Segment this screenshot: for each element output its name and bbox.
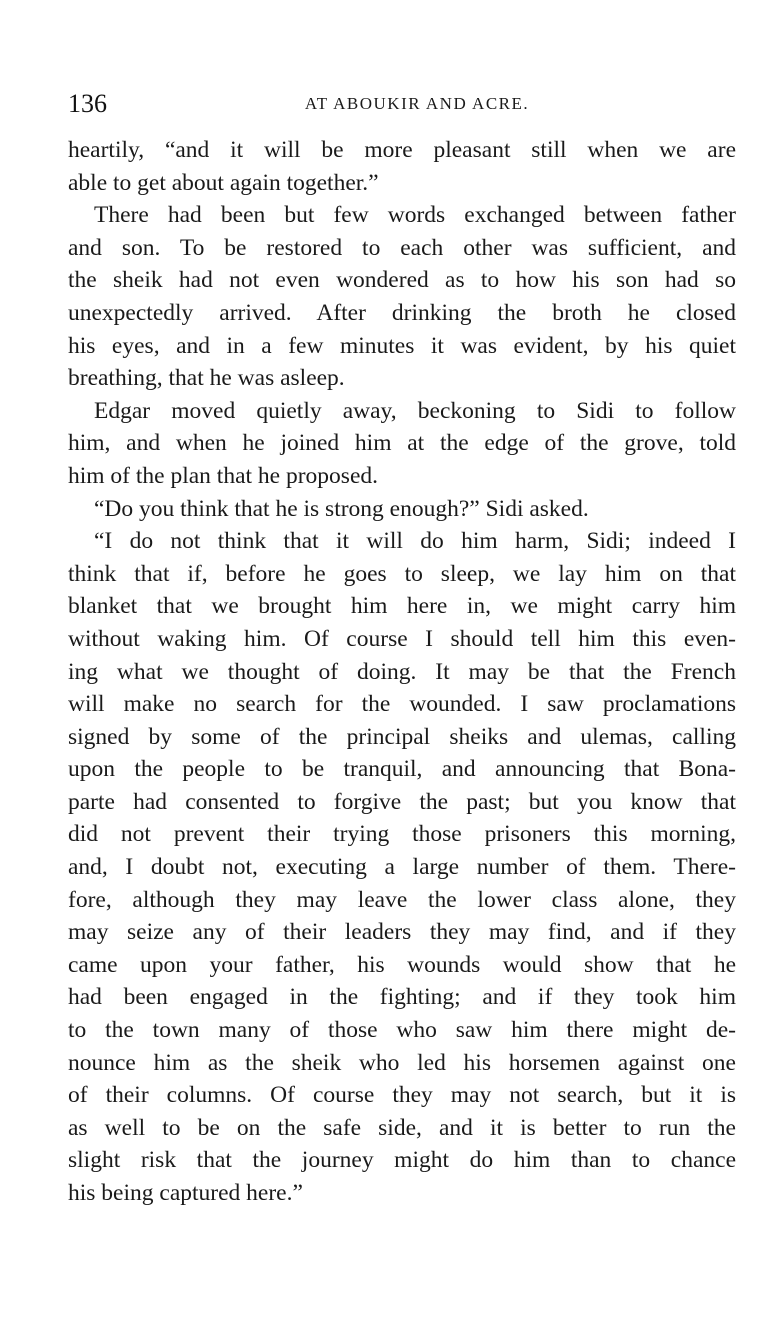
text-line: nounce him as the sheik who led his horsemen against one <box>68 1049 736 1076</box>
text-line: and son. To be restored to each other was sufficient, and <box>68 234 736 261</box>
text-line: of their columns. Of course they may not search, but it is <box>68 1082 736 1109</box>
page-header <box>68 86 736 122</box>
text-line: think that if, before he goes to sleep, we lay him on that <box>68 560 736 587</box>
page-number: 136 <box>68 89 107 118</box>
text-line: Edgar moved quietly away, beckoning to Sidi to follow <box>94 397 736 424</box>
text-line: “I do not think that it will do him harm, Sidi; indeed I <box>94 528 736 555</box>
text-line: came upon your father, his wounds would show that he <box>68 951 736 978</box>
text-line: breathing, that he was asleep. <box>68 365 345 392</box>
text-line: and, I doubt not, executing a large number of them. There- <box>68 854 736 881</box>
text-line: slight risk that the journey might do him than to chance <box>68 1147 736 1174</box>
text-line: able to get about again together.” <box>68 169 379 196</box>
running-head: AT ABOUKIR AND ACRE. <box>304 94 530 113</box>
text-line: his eyes, and in a few minutes it was evident, by his quiet <box>68 332 736 359</box>
text-line: unexpectedly arrived. After drinking the broth he closed <box>68 299 736 326</box>
text-line: did not prevent their trying those prisoners this morning, <box>68 821 736 848</box>
text-line: as well to be on the safe side, and it is better to run the <box>68 1114 736 1141</box>
text-line: blanket that we brought him here in, we might carry him <box>68 593 736 620</box>
text-line: signed by some of the principal sheiks and ulemas, calling <box>68 723 736 750</box>
text-line: the sheik had not even wondered as to how his son had so <box>68 267 736 294</box>
text-line: had been engaged in the fighting; and if they took him <box>68 984 736 1011</box>
text-line: fore, although they may leave the lower class alone, they <box>68 886 736 913</box>
text-line: upon the people to be tranquil, and announcing that Bona- <box>68 756 736 783</box>
text-line: There had been but few words exchanged between father <box>94 202 736 229</box>
text-line: will make no search for the wounded. I saw proclamations <box>68 691 736 718</box>
text-line: his being captured here.” <box>68 1180 303 1206</box>
text-line: “Do you think that he is strong enough?” Sidi asked. <box>94 495 589 522</box>
text-line: without waking him. Of course I should tell him this even- <box>68 625 736 652</box>
text-line: ing what we thought of doing. It may be that the French <box>68 658 736 685</box>
text-line: him, and when he joined him at the edge of the grove, told <box>68 430 736 457</box>
text-line: to the town many of those who saw him there might de- <box>68 1017 736 1044</box>
body-text <box>68 134 736 1210</box>
text-line: parte had consented to forgive the past; but you know that <box>68 788 736 815</box>
text-line: may seize any of their leaders they may find, and if they <box>68 919 736 946</box>
text-line: him of the plan that he proposed. <box>68 462 378 489</box>
text-line: heartily, “and it will be more pleasant still when we are <box>68 137 736 163</box>
